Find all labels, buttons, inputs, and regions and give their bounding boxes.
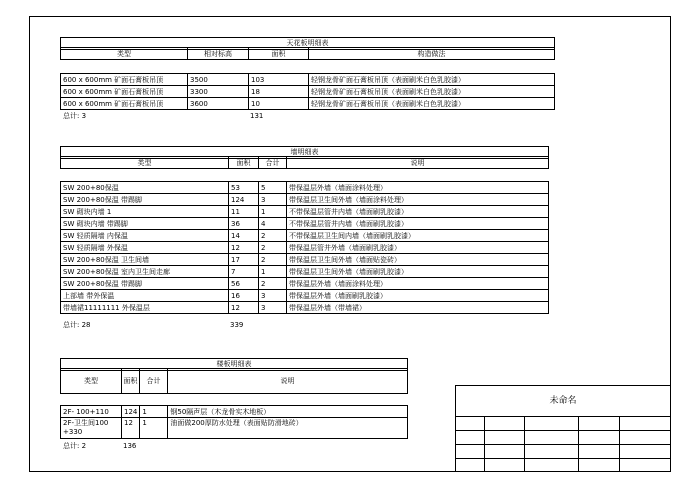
cell-description: 不带保温层卫生间内墙（墙面刷乳胶漆） — [287, 230, 549, 242]
table-row — [61, 266, 549, 278]
cell-count: 2 — [259, 230, 287, 242]
title-block-rule — [456, 444, 670, 445]
floor-schedule-body — [60, 405, 408, 439]
table-row — [61, 86, 555, 98]
header-construction: 构造做法 — [309, 48, 555, 60]
cell-area: 10 — [249, 98, 309, 110]
ceiling-schedule-header — [60, 47, 555, 60]
floor-schedule-header — [60, 368, 408, 394]
wall-schedule-title: 墙明细表 — [60, 146, 549, 159]
cell-area: 12 — [122, 418, 140, 439]
title-block — [455, 385, 671, 472]
cell-area: 11 — [229, 206, 259, 218]
cell-construction: 轻钢龙骨矿面石膏板吊顶（表面刷米白色乳胶漆） — [309, 86, 555, 98]
table-row — [61, 98, 555, 110]
cell-area: 124 — [229, 194, 259, 206]
table-row — [61, 290, 549, 302]
cell-count: 2 — [259, 278, 287, 290]
header-area: 面积 — [122, 369, 140, 394]
cell-description: 带保温层外墙（墙面刷乳胶漆） — [287, 290, 549, 302]
cell-elevation: 3300 — [188, 86, 249, 98]
table-row — [61, 302, 549, 314]
cell-area: 56 — [229, 278, 259, 290]
header-count: 合计 — [259, 157, 287, 169]
table-row — [61, 74, 555, 86]
cell-area: 53 — [229, 182, 259, 194]
cell-type: SW 200+80保温 卫生间墙 — [61, 254, 229, 266]
ceiling-total-count: 总计: 3 — [63, 112, 87, 120]
table-row — [61, 254, 549, 266]
header-area: 面积 — [229, 157, 259, 169]
header-type: 类型 — [61, 369, 122, 394]
cell-description: 带保温层卫生间外墙（墙面刷乳胶漆） — [287, 266, 549, 278]
cell-area: 17 — [229, 254, 259, 266]
cell-description: 带保温层外墙（墙面涂料处理） — [287, 278, 549, 290]
cell-type: 600 x 600mm 矿面石膏板吊顶 — [61, 86, 188, 98]
cell-count: 2 — [259, 254, 287, 266]
drawing-name: 未命名 — [456, 386, 670, 417]
cell-description: 带保温层外墙（墙面涂料处理） — [287, 182, 549, 194]
cell-type: 上部墙 带外保温 — [61, 290, 229, 302]
cell-area: 36 — [229, 218, 259, 230]
cell-area: 103 — [249, 74, 309, 86]
header-count: 合计 — [140, 369, 168, 394]
cell-area: 16 — [229, 290, 259, 302]
cell-count: 1 — [259, 206, 287, 218]
cell-type: SW 轻质隔墙 外保温 — [61, 242, 229, 254]
floor-schedule-title: 楼板明细表 — [60, 358, 408, 371]
cell-area: 18 — [249, 86, 309, 98]
cell-description: 油面做200厚防水处理（表面贴防滑地砖） — [168, 418, 408, 439]
cell-elevation: 3500 — [188, 74, 249, 86]
cell-count: 1 — [259, 266, 287, 278]
wall-total-area: 339 — [230, 321, 244, 329]
header-type: 类型 — [61, 48, 188, 60]
cell-count: 3 — [259, 302, 287, 314]
header-area: 面积 — [249, 48, 309, 60]
table-row — [61, 230, 549, 242]
table-row — [61, 278, 549, 290]
header-elevation: 相对标高 — [188, 48, 249, 60]
cell-type: 600 x 600mm 矿面石膏板吊顶 — [61, 98, 188, 110]
title-block-rule — [456, 458, 670, 459]
table-row — [61, 418, 408, 439]
cell-count: 5 — [259, 182, 287, 194]
title-block-rule — [456, 430, 670, 431]
header-description: 说明 — [168, 369, 408, 394]
cell-count: 2 — [259, 242, 287, 254]
cell-description: 带保温层管井外墙（墙面刷乳胶漆） — [287, 242, 549, 254]
ceiling-total-area: 131 — [250, 112, 264, 120]
cell-area: 124 — [122, 406, 140, 418]
wall-total-count: 总计: 28 — [63, 321, 91, 329]
cell-count: 3 — [259, 290, 287, 302]
cell-area: 14 — [229, 230, 259, 242]
table-row — [61, 242, 549, 254]
header-type: 类型 — [61, 157, 229, 169]
wall-schedule-body — [60, 181, 549, 314]
cell-type: SW 200+80保温 室内卫生间走廊 — [61, 266, 229, 278]
table-row — [61, 194, 549, 206]
cell-description: 不带保温层管井内墙（墙面刷乳胶漆） — [287, 218, 549, 230]
cell-type: 2F- 100+110 — [61, 406, 122, 418]
cell-type: SW 砌块内墙 1 — [61, 206, 229, 218]
cell-count: 1 — [140, 418, 168, 439]
cell-description: 带保温层卫生间外墙（墙面涂料处理） — [287, 194, 549, 206]
cell-type: SW 200+80保温 带踢脚 — [61, 278, 229, 290]
cell-count: 1 — [140, 406, 168, 418]
cell-description: 不带保温层管井内墙（墙面刷乳胶漆） — [287, 206, 549, 218]
table-row — [61, 206, 549, 218]
table-row — [61, 406, 408, 418]
cell-type: 带墙裙11111111 外保温层 — [61, 302, 229, 314]
cell-area: 7 — [229, 266, 259, 278]
cell-type: 600 x 600mm 矿面石膏板吊顶 — [61, 74, 188, 86]
cell-type: SW 轻质隔墙 内保温 — [61, 230, 229, 242]
table-row — [61, 182, 549, 194]
cell-area: 12 — [229, 302, 259, 314]
cell-area: 12 — [229, 242, 259, 254]
header-description: 说明 — [287, 157, 549, 169]
cell-elevation: 3600 — [188, 98, 249, 110]
ceiling-schedule-body — [60, 73, 555, 110]
cell-type: SW 200+80保温 带踢脚 — [61, 194, 229, 206]
cell-construction: 轻钢龙骨矿面石膏板吊顶（表面刷米白色乳胶漆） — [309, 98, 555, 110]
cell-count: 4 — [259, 218, 287, 230]
wall-schedule-header — [60, 156, 549, 169]
floor-total-area: 136 — [123, 442, 137, 450]
cell-description: 带保温层外墙（带墙裙） — [287, 302, 549, 314]
table-row — [61, 218, 549, 230]
cell-type: 2F-卫生间100 +330 — [61, 418, 122, 439]
cell-type: SW 砌块内墙 带踢脚 — [61, 218, 229, 230]
cell-description: 钢50隔声层（木龙骨实木地板） — [168, 406, 408, 418]
floor-total-count: 总计: 2 — [63, 442, 87, 450]
cell-construction: 轻钢龙骨矿面石膏板吊顶（表面刷米白色乳胶漆） — [309, 74, 555, 86]
cell-count: 3 — [259, 194, 287, 206]
cell-description: 带保温层卫生间外墙（墙面贴瓷砖） — [287, 254, 549, 266]
cell-type: SW 200+80保温 — [61, 182, 229, 194]
ceiling-schedule-title: 天花板明细表 — [60, 37, 555, 50]
